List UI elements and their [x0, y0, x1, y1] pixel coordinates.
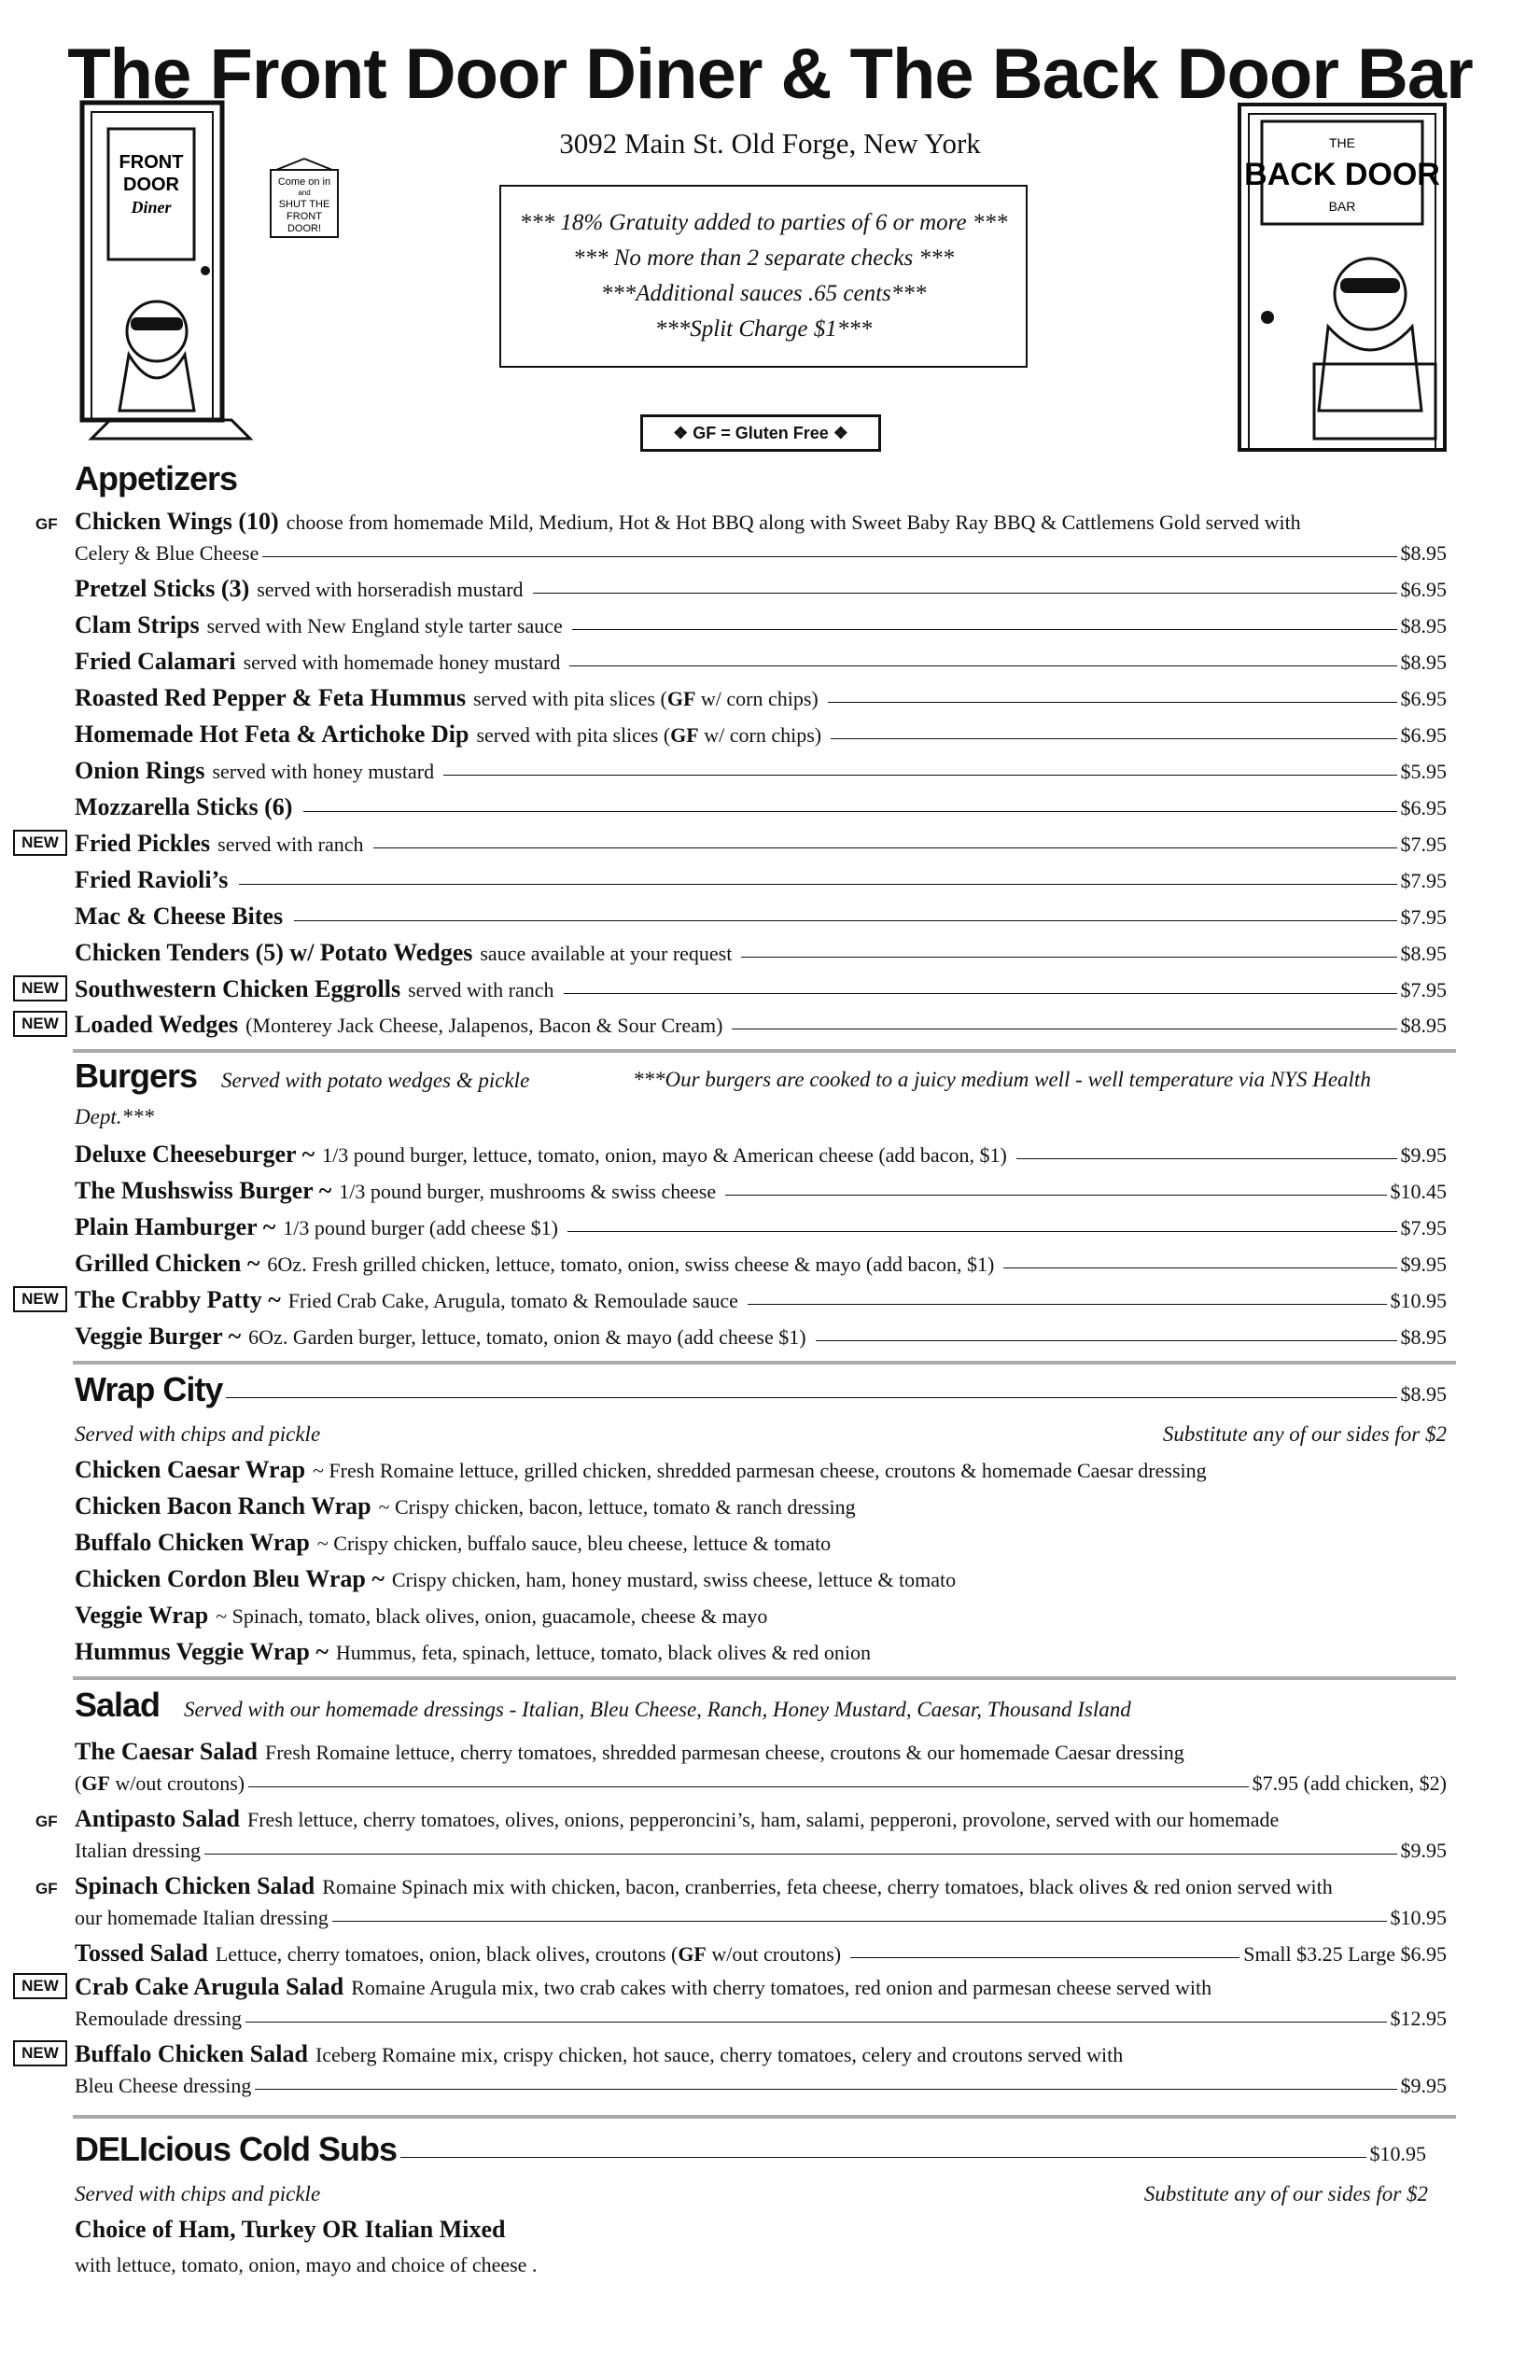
item-desc: served with pita slices (	[473, 687, 667, 710]
item-price: $6.95	[1400, 796, 1447, 819]
new-badge: NEW	[13, 830, 67, 856]
item-price: $9.95	[1400, 1839, 1447, 1862]
item-name: Mac & Cheese Bites	[75, 903, 284, 930]
item-price: $6.95	[1400, 723, 1447, 747]
hang-sign-line: SHUT THE	[278, 199, 330, 210]
gf-tag: GF	[35, 1813, 58, 1830]
gf-inline: GF	[670, 723, 699, 747]
item-price: $12.95	[1390, 2007, 1447, 2030]
item-price: $8.95	[1400, 1014, 1447, 1037]
item-desc: Fresh Romaine lettuce, cherry tomatoes, shredded parmesan cheese, croutons & our homemade Caesar dressing	[265, 1741, 1184, 1764]
menu-item-cont	[75, 2007, 1447, 2040]
appetizers-heading: Appetizers	[75, 459, 238, 497]
item-name: Buffalo Chicken Salad	[75, 2040, 308, 2067]
item-name: Pretzel Sticks (3)	[75, 575, 250, 602]
menu-item-cont	[75, 1906, 1447, 1939]
subs-item-desc: with lettuce, tomato, onion, mayo and choice of cheese .	[75, 2253, 538, 2276]
item-price: $6.95	[1400, 687, 1447, 710]
menu-item	[75, 2040, 1447, 2074]
item-name: Mozzarella Sticks (6)	[75, 793, 293, 820]
back-sign-line: BAR	[1328, 199, 1356, 214]
item-name: Deluxe Cheeseburger ~	[75, 1141, 315, 1168]
new-badge: NEW	[13, 975, 67, 1001]
hang-sign-line: FRONT	[287, 211, 322, 222]
item-desc: Romaine Arugula mix, two crab cakes with cherry tomatoes, red onion and parmesan cheese served with	[351, 1976, 1212, 1999]
item-name: Plain Hamburger ~	[75, 1213, 276, 1240]
back-sign-line: THE	[1329, 135, 1355, 150]
back-sign-line: BACK DOOR	[1244, 157, 1440, 192]
burgers-subtitle: Served with potato wedges & pickle	[221, 1069, 530, 1092]
item-name: Chicken Caesar Wrap	[75, 1456, 306, 1483]
item-desc: 1/3 pound burger, mushrooms & swiss cheese	[339, 1180, 717, 1203]
menu-item	[75, 1973, 1447, 2007]
item-desc: 6Oz. Fresh grilled chicken, lettuce, tomato, onion, swiss cheese & mayo (add bacon, $1)	[267, 1253, 995, 1276]
item-desc: served with New England style tarter sauce	[206, 614, 563, 637]
subs-heading-row	[75, 2130, 1426, 2173]
item-name: Roasted Red Pepper & Feta Hummus	[75, 684, 467, 711]
new-badge: NEW	[13, 1286, 67, 1312]
item-desc: Iceberg Romaine mix, crispy chicken, hot sauce, cherry tomatoes, celery and croutons served with	[315, 2043, 1124, 2066]
item-desc: 1/3 pound burger (add cheese $1)	[283, 1216, 558, 1239]
burgers-note-cont: Dept.***	[75, 1105, 154, 1128]
wraps-heading: Wrap City	[75, 1370, 223, 1408]
menu-item	[75, 830, 1447, 863]
policy-notice-box	[499, 185, 1028, 368]
item-name: Chicken Tenders (5) w/ Potato Wedges	[75, 939, 473, 966]
item-price: $6.95	[1400, 578, 1447, 601]
page-title: The Front Door Diner & The Back Door Bar	[67, 35, 1473, 114]
item-desc: sauce available at your request	[480, 942, 733, 965]
wraps-heading-row	[75, 1370, 1447, 1413]
item-desc: Fresh lettuce, cherry tomatoes, olives, onions, pepperoncini’s, ham, salami, pepperoni, provolone, served with our homemade	[247, 1808, 1280, 1831]
item-name: Onion Rings	[75, 757, 205, 784]
menu-item	[75, 939, 1447, 973]
item-desc: w/out croutons)	[706, 1942, 842, 1966]
item-desc: Fried Crab Cake, Arugula, tomato & Remoulade sauce	[287, 1289, 738, 1312]
front-sign-line: Diner	[131, 198, 172, 217]
item-desc: Crispy chicken, ham, honey mustard, swiss cheese, lettuce & tomato	[391, 1568, 957, 1591]
gf-inline: GF	[678, 1942, 707, 1966]
item-name: Southwestern Chicken Eggrolls	[75, 975, 401, 1002]
item-name: Spinach Chicken Salad	[75, 1872, 315, 1899]
menu-item	[75, 611, 1447, 645]
salad-heading: Salad	[75, 1686, 161, 1724]
item-desc: 1/3 pound burger, lettuce, tomato, onion, mayo & American cheese (add bacon, $1)	[322, 1143, 1007, 1167]
notice-line: ***Split Charge $1***	[654, 316, 873, 342]
menu-item	[75, 575, 1447, 609]
new-badge: NEW	[13, 1011, 67, 1037]
menu-item-cont	[75, 541, 1447, 575]
item-price: $5.95	[1400, 760, 1447, 783]
menu-item	[75, 1456, 1447, 1490]
menu-item	[75, 793, 1447, 827]
subs-price: $10.95	[1369, 2142, 1426, 2165]
item-price: $8.95	[1400, 541, 1447, 565]
item-name: Fried Pickles	[75, 830, 211, 857]
item-price: $9.95	[1400, 1143, 1447, 1167]
burgers-note: ***Our burgers are cooked to a juicy medium well - well temperature via NYS Health	[633, 1068, 1371, 1091]
item-name: Crab Cake Arugula Salad	[75, 1973, 344, 2000]
item-name: Clam Strips	[75, 611, 200, 638]
item-desc: served with honey mustard	[212, 760, 435, 783]
item-desc: Romaine Spinach mix with chicken, bacon, cranberries, feta cheese, cherry tomatoes, black olives & red onion served with	[322, 1875, 1333, 1898]
wraps-subtitle: Served with chips and pickle	[75, 1422, 321, 1446]
item-name: Chicken Cordon Bleu Wrap ~	[75, 1565, 385, 1592]
menu-item	[75, 1565, 1447, 1599]
item-name: Loaded Wedges	[75, 1011, 239, 1038]
subs-substitute: Substitute any of our sides for $2	[1143, 2182, 1428, 2205]
restaurant-address: 3092 Main St. Old Forge, New York	[559, 127, 981, 160]
item-desc: Hummus, feta, spinach, lettuce, tomato, black olives & red onion	[335, 1641, 871, 1664]
item-name: Hummus Veggie Wrap ~	[75, 1638, 329, 1665]
item-name: Chicken Bacon Ranch Wrap	[75, 1492, 371, 1519]
new-badge: NEW	[13, 1973, 67, 1999]
item-name: Veggie Burger ~	[75, 1323, 242, 1350]
item-name: The Caesar Salad	[75, 1738, 258, 1765]
item-name: The Mushswiss Burger ~	[75, 1177, 332, 1204]
subs-heading: DELIcious Cold Subs	[75, 2130, 398, 2168]
item-name: Chicken Wings (10)	[75, 508, 279, 535]
item-desc: ~ Fresh Romaine lettuce, grilled chicken, shredded parmesan cheese, croutons & homemade Caesar dressing	[313, 1459, 1207, 1482]
item-price: $8.95	[1400, 614, 1447, 637]
item-price: $7.95	[1400, 978, 1447, 1001]
menu-item	[75, 1286, 1447, 1320]
section-divider	[73, 1676, 1456, 1680]
menu-item	[75, 508, 1447, 541]
menu-item	[75, 903, 1447, 936]
subs-item-name: Choice of Ham, Turkey OR Italian Mixed	[75, 2216, 506, 2243]
menu-item	[75, 1213, 1447, 1247]
item-name: Veggie Wrap	[75, 1602, 209, 1629]
menu-item-cont	[75, 1771, 1447, 1805]
wraps-price: $8.95	[1400, 1382, 1447, 1406]
item-desc: Lettuce, cherry tomatoes, onion, black olives, croutons (	[215, 1942, 679, 1966]
new-badge: NEW	[13, 2040, 67, 2066]
item-desc: ~ Crispy chicken, bacon, lettuce, tomato & ranch dressing	[378, 1495, 856, 1519]
item-desc: served with homemade honey mustard	[243, 651, 561, 674]
item-desc: served with ranch	[408, 978, 554, 1001]
menu-item	[75, 1738, 1447, 1771]
item-name: Fried Calamari	[75, 648, 236, 675]
hang-sign-line: DOOR!	[287, 223, 322, 234]
item-price: $10.45	[1390, 1180, 1447, 1203]
item-price: $8.95	[1400, 1325, 1447, 1349]
item-price: $9.95	[1400, 2074, 1447, 2097]
notice-line: *** 18% Gratuity added to parties of 6 or more ***	[519, 210, 1008, 235]
item-desc-cont: Celery & Blue Cheese	[75, 541, 259, 565]
wraps-substitute: Substitute any of our sides for $2	[1162, 1422, 1447, 1446]
item-desc-cont: Italian dressing	[75, 1839, 202, 1862]
item-desc: w/ corn chips)	[695, 687, 819, 710]
section-divider	[73, 2115, 1456, 2119]
salad-subtitle: Served with our homemade dressings - Italian, Bleu Cheese, Ranch, Honey Mustard, Caesar, Thousand Island	[184, 1698, 1131, 1721]
item-desc: served with pita slices (	[476, 723, 671, 747]
hang-sign-line: Come on in	[277, 176, 331, 188]
item-desc: w/ corn chips)	[698, 723, 822, 747]
notice-line: *** No more than 2 separate checks ***	[572, 245, 955, 271]
item-name: The Crabby Patty ~	[75, 1286, 281, 1313]
item-name: Homemade Hot Feta & Artichoke Dip	[75, 721, 469, 748]
menu-item	[75, 1177, 1447, 1211]
notice-line: ***Additional sauces .65 cents***	[600, 281, 927, 306]
menu-item	[75, 1250, 1447, 1283]
item-price: $7.95	[1400, 1216, 1447, 1239]
menu-item	[75, 1939, 1447, 1973]
menu-item	[75, 757, 1447, 791]
item-price: $10.95	[1390, 1906, 1447, 1929]
front-sign-line: DOOR	[123, 175, 179, 195]
item-desc: 6Oz. Garden burger, lettuce, tomato, onion & mayo (add cheese $1)	[248, 1325, 806, 1349]
menu-item	[75, 721, 1447, 754]
subs-subtitle: Served with chips and pickle	[75, 2182, 321, 2205]
front-door-illustration	[73, 93, 269, 448]
gluten-free-legend: ❖ GF = Gluten Free ❖	[640, 414, 881, 452]
menu-item	[75, 1872, 1447, 1906]
hanging-sign	[267, 157, 342, 241]
item-price: $7.95	[1400, 833, 1447, 856]
item-price: Small $3.25 Large $6.95	[1243, 1942, 1447, 1966]
menu-item	[75, 1141, 1447, 1174]
back-door-illustration	[1230, 93, 1454, 467]
section-divider	[73, 1361, 1456, 1365]
menu-item	[75, 975, 1447, 1009]
item-desc-cont: Bleu Cheese dressing	[75, 2074, 252, 2097]
gf-tag: GF	[35, 515, 58, 533]
burgers-heading: Burgers	[75, 1057, 198, 1095]
item-price: $7.95 (add chicken, $2)	[1252, 1771, 1447, 1795]
front-sign-line: FRONT	[119, 152, 184, 173]
item-desc: served with horseradish mustard	[257, 578, 524, 601]
menu-item-cont	[75, 2074, 1447, 2107]
menu-item	[75, 866, 1447, 900]
menu-item	[75, 1011, 1447, 1044]
item-price: $7.95	[1400, 869, 1447, 892]
item-name: Fried Ravioli’s	[75, 866, 229, 893]
menu-item	[75, 684, 1447, 718]
gf-inline: GF	[81, 1771, 110, 1795]
burgers-heading-row	[75, 1057, 529, 1096]
item-desc-cont: Remoulade dressing	[75, 2007, 243, 2030]
item-price: $8.95	[1400, 942, 1447, 965]
item-name: Antipasto Salad	[75, 1805, 240, 1832]
menu-item	[75, 1529, 1447, 1562]
menu-item	[75, 1638, 1447, 1672]
item-desc: served with ranch	[217, 833, 364, 856]
menu-item	[75, 648, 1447, 681]
item-name: Buffalo Chicken Wrap	[75, 1529, 310, 1556]
menu-item	[75, 1323, 1447, 1356]
item-price: $8.95	[1400, 651, 1447, 674]
gf-inline: GF	[666, 687, 696, 710]
item-price: $9.95	[1400, 1253, 1447, 1276]
item-price: $10.95	[1390, 1289, 1447, 1312]
item-desc: ~ Spinach, tomato, black olives, onion, guacamole, cheese & mayo	[216, 1604, 768, 1628]
menu-item	[75, 1492, 1447, 1526]
item-desc: choose from homemade Mild, Medium, Hot & Hot BBQ along with Sweet Baby Ray BBQ & Cattlemens Gold served with	[286, 511, 1301, 534]
salad-heading-row	[75, 1686, 1131, 1725]
section-divider	[73, 1049, 1456, 1053]
menu-item	[75, 1805, 1447, 1839]
gf-tag: GF	[35, 1880, 58, 1897]
item-desc-cont: our homemade Italian dressing	[75, 1906, 329, 1929]
menu-item	[75, 1602, 1447, 1635]
item-name: Tossed Salad	[75, 1939, 208, 1967]
hang-sign-line: and	[298, 189, 311, 197]
menu-item-cont	[75, 1839, 1447, 1872]
item-desc: ~ Crispy chicken, buffalo sauce, bleu cheese, lettuce & tomato	[316, 1532, 832, 1555]
item-desc-cont: (	[75, 1771, 82, 1795]
item-name: Grilled Chicken ~	[75, 1250, 260, 1277]
item-desc-cont: w/out croutons)	[109, 1771, 245, 1795]
item-price: $7.95	[1400, 905, 1447, 929]
item-desc: (Monterey Jack Cheese, Jalapenos, Bacon & Sour Cream)	[245, 1014, 723, 1037]
